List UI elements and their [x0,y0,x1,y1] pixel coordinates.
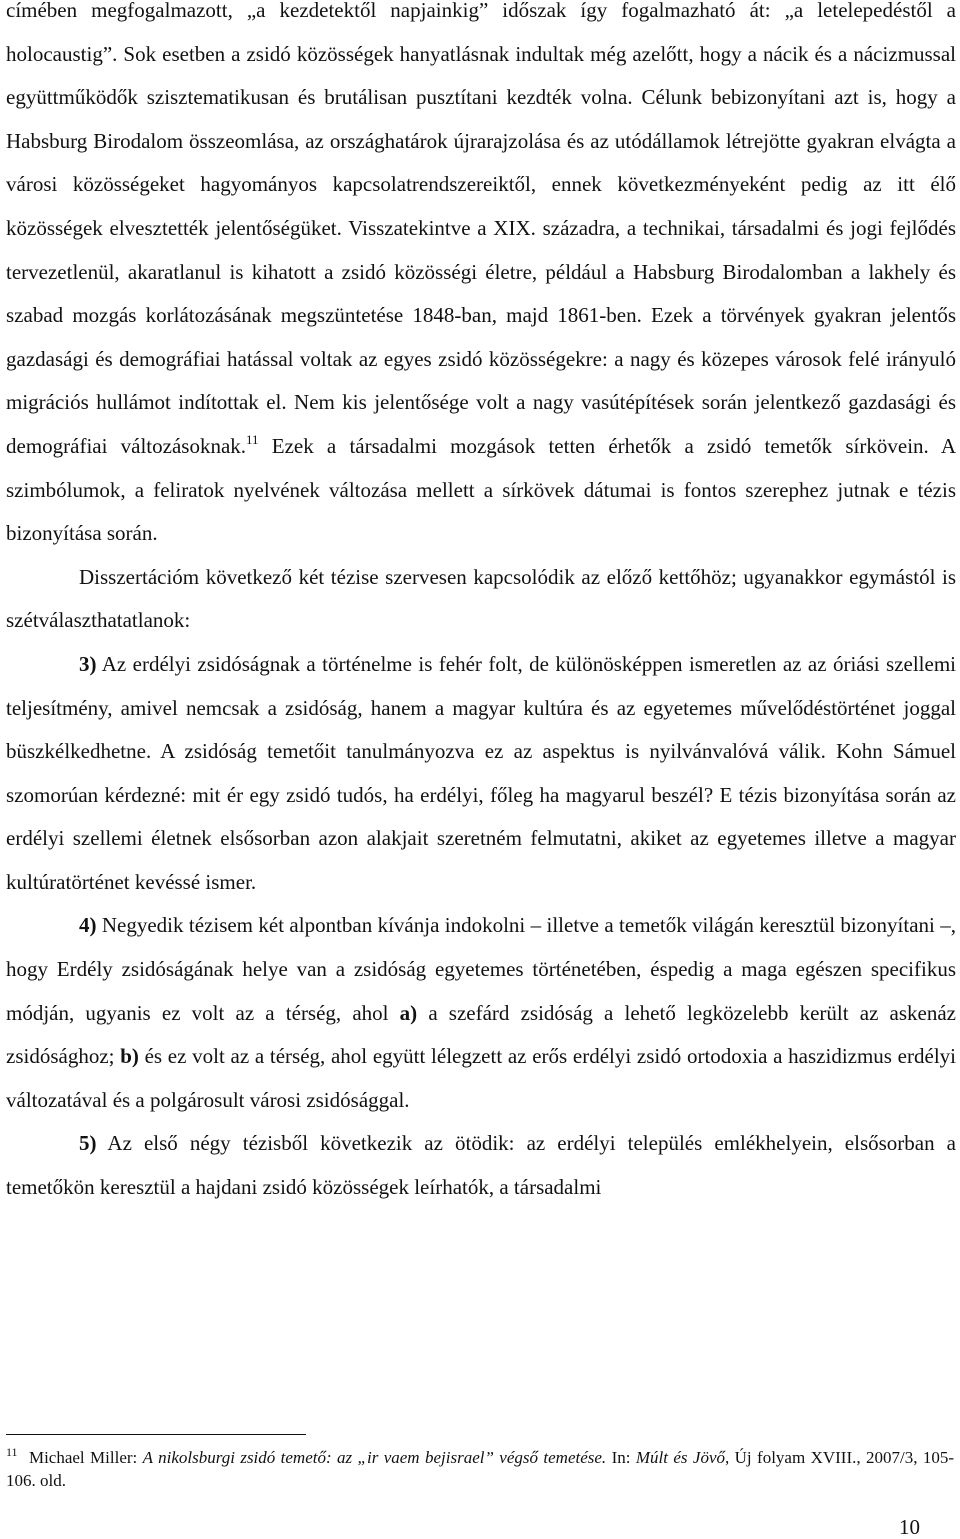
footnote-separator [6,1434,306,1435]
page-number: 10 [899,1515,920,1539]
thesis-5-number: 5) [79,1131,97,1156]
thesis-4-point-b-label: b) [120,1044,139,1069]
footnote-journal: Múlt és Jövő [635,1448,725,1467]
paragraph-2-text: Disszertációm következő két tézise szervesen kapcsolódik az előző kettőhöz; ugyanakkor egymástól is szétválaszthatatlanok: [6,564,956,633]
paragraph-1 [6,0,956,556]
thesis-5-paragraph [6,1122,956,1209]
footnote-number: 11 [6,1445,18,1459]
thesis-3-text: Az erdélyi zsidóságnak a történelme is fehér folt, de különösképpen ismeretlen az az óriási szellemi teljesítmény, amivel nemcsak a zsidóság, hanem a magyar kultúra és az egyetemes művelődéstörténet joggal büszkélkedhetne. A zsidóság temetőit tanulmányozva ez az aspektus is nyilvánvalóvá válik. Kohn Sámuel szomorúan kérdezné: mit ér egy zsidó tudós, ha erdélyi, főleg ha magyarul beszél? E tézis bizonyítása során az erdélyi szellemi életnek elsősorban azon alakjait szeretném felmutatni, akiket az egyetemes illetve a magyar kultúratörténet kevéssé ismer. [6,651,956,894]
footnote-title: A nikolsburgi zsidó temető: az „ir vaem bejisrael” végső temetése. [142,1448,607,1467]
paragraph-1-continuation: Ezek a társadalmi mozgások tetten érhetők a zsidó temetők sírkövein. A szimbólumok, a feliratok nyelvének változása mellett a sírkövek dátumai is fontos szerephez jutnak e tézis bizonyítása során. [6,433,956,546]
thesis-3-number: 3) [79,651,97,676]
thesis-4-text-c: és ez volt az a térség, ahol együtt lélegzett az erős erdélyi zsidó ortodoxia a haszidizmus erdélyi változatával és a polgárosult városi zsidósággal. [6,1044,956,1112]
thesis-4-paragraph [6,904,956,1122]
paragraph-1-text: címében megfogalmazott, „a kezdetektől napjainkig” időszak így fogalmazható át: „a letelepedéstől a holocaustig”. Sok esetben a zsidó közösségek hanyatlásnak indultak még azelőtt, hogy a nácik és a nácizmussal együttműködők szisztematikusan és brutálisan pusztítani kezdték volna. Célunk bebizonyítani azt is, hogy a Habsburg Birodalom összeomlása, az országhatárok újrarajzolása és az utódállamok létrejötte gyakran elvágta a városi közösségeket hagyományos kapcsolatrendszereiktől, ennek következményeként pedig az itt élő közösségek elvesztették jelentőségüket. Visszatekintve a XIX. századra, a technikai, társadalmi és jogi fejlődés tervezetlenül, akaratlanul is kihatott a zsidó közösségi életre, például a Habsburg Birodalomban a lakhely és szabad mozgás korlátozásának megszüntetése 1848-ban, majd 1861-ben. Ezek a törvények gyakran jelentős gazdasági és demográfiai hatással voltak az egyes zsidó közösségekre: a nagy és közepes városok felé irányuló migrációs hullámot indítottak el. Nem kis jelentősége volt a nagy vasútépítések során jelentkező gazdasági és demográfiai változásoknak. [6,0,956,458]
footnote-ref-11[interactable]: 11 [246,431,259,447]
footnote-author: Michael Miller: [23,1448,143,1467]
document-body [6,0,956,1210]
thesis-3-paragraph [6,643,956,905]
paragraph-2 [6,556,956,643]
thesis-4-number: 4) [79,913,97,938]
footnote-details: , Új folyam XVIII., 2007/3, 105-106. old. [6,1448,955,1490]
thesis-4-point-a-label: a) [399,1000,418,1025]
thesis-5-text: Az első négy tézisből következik az ötödik: az erdélyi település emlékhelyein, elsősorban a temetőkön keresztül a hajdani zsidó közösségek leírhatók, a társadalmi [6,1131,956,1200]
thesis-4-text-a: Negyedik tézisem két alpontban kívánja indokolni – illetve a temetők világán keresztül bizonyítani –, hogy Erdély zsidóságának helye van a zsidóság egyetemes történetében, éspedig a maga egészen specifikus módján, ugyanis ez volt az a térség, ahol [6,913,956,1025]
thesis-4-text-b: a szefárd zsidóság a lehető legközelebb került az askenáz zsidósághoz; [6,1000,956,1069]
footnote-in-label: In: [606,1448,636,1467]
footnote-11 [6,1446,954,1492]
